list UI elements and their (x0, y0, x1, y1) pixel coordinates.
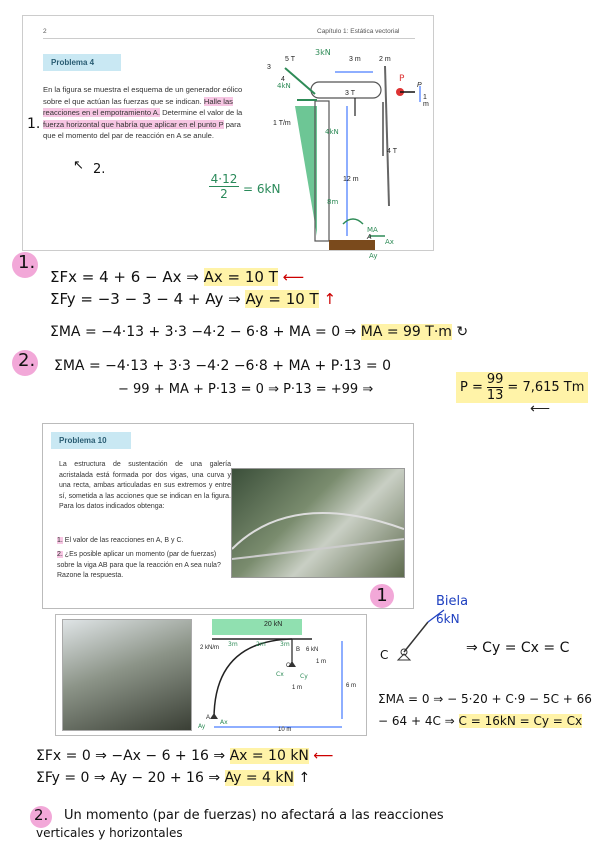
gallery-photo-sketch (232, 469, 404, 577)
fig4-2m: 2 m (379, 56, 391, 63)
fig4-8m: 8m (327, 198, 339, 206)
fig10-3m-b: 3m (280, 641, 290, 648)
fig4-3t: 3 T (345, 90, 355, 97)
gallery-photo (231, 468, 405, 578)
fig4-4t: 4 T (387, 148, 397, 155)
fig10-6kn: 6 kN (306, 647, 319, 653)
biela-ma-line2: − 64 + 4C ⇒ C = 16kN = Cy = Cx (378, 714, 583, 728)
fig10-20kn: 20 kN (264, 621, 283, 628)
biela-sketch (380, 600, 460, 670)
solution10-fx-result: Ax = 10 kN (229, 748, 309, 764)
gallery-photo-2 (62, 619, 192, 731)
problem4-intro: En la figura se muestra el esquema de un generador eólico sobre el que actúan las fuerzas que se indican. (43, 85, 243, 106)
solution10-fx: ΣFx = 0 ⇒ −Ax − 6 + 16 ⇒ Ax = 10 kN ⟵ (36, 748, 334, 764)
load-triangle (295, 106, 317, 236)
fig10-c: C (286, 663, 291, 669)
fig4-3: 3 (267, 64, 271, 71)
solution10-marker2: 2. (34, 806, 49, 824)
fig4-a: A (367, 234, 372, 241)
chapter-title: Capítulo 1: Estática vectorial (317, 28, 400, 35)
solution2-line2: − 99 + MA + P·13 = 0 ⇒ P·13 = +99 ⇒ (118, 382, 374, 397)
problem4-text-3: Determine el valor de la (162, 108, 243, 117)
biela-eq: ⇒ Cy = Cx = C (466, 640, 570, 656)
problem4-annot-1: 1. (27, 116, 41, 132)
problem4-text (43, 84, 248, 142)
fig10-10m: 10 m (278, 727, 292, 733)
problem10-q1: 1. El valor de las reacciones en A, B y C. (57, 537, 184, 544)
fig10-1m: 1 m (316, 659, 327, 665)
page-number: 2 (43, 28, 47, 35)
biela-label: Biela (436, 594, 469, 609)
fig10-cx: Cx (276, 671, 284, 678)
problem10-card (42, 423, 414, 609)
solution2-frac-den: 13 (486, 388, 504, 403)
problem4-card (22, 15, 434, 260)
fig4-3kn: 3kN (315, 48, 331, 57)
solution1-fy: ΣFy = −3 − 3 − 4 + Ay ⇒ Ay = 10 T ↑ (50, 290, 337, 308)
problem4-annot-arrow: ↖ (73, 158, 84, 173)
ground-base (329, 240, 375, 250)
problem4-q1: Halle las reacciones en el empotramiento A. (43, 96, 233, 117)
fig4-p: P (417, 82, 422, 89)
header-rule (43, 38, 415, 39)
solution1-marker: 1. (18, 252, 36, 273)
fig4-ma: MA (367, 226, 378, 234)
problem10-figure-card (55, 614, 367, 736)
fig10-6m: 6 m (346, 683, 357, 689)
fig4-1m: 1 m (423, 94, 429, 108)
fig4-5t: 5 T (285, 56, 295, 63)
fig4-ax: Ax (385, 238, 394, 246)
solution10-answer-2: verticales y horizontales (36, 826, 183, 840)
biela-result: C = 16kN = Cy = Cx (458, 714, 583, 728)
fig10-2kn: 2 kN/m (200, 645, 220, 651)
fig4-load: 1 T/m (273, 120, 291, 127)
problem10-q2: 2. ¿Es posible aplicar un momento (par de fuerzas) sobre la viga AB para que la reacción en A sea nula? Razone la respuesta. (57, 551, 221, 579)
fig4-4kn-b: 4kN (325, 128, 339, 136)
fig4-4: 4 (281, 76, 285, 83)
solution1-fx-result: Ax = 10 T (203, 268, 278, 286)
solution2-frac-num: 99 (486, 372, 504, 387)
biela-c: C (380, 648, 389, 662)
problem4-calc: 4·12 2 (210, 172, 238, 201)
fig4-12m: 12 m (343, 176, 359, 183)
biela-ma-line1: ΣMA = 0 ⇒ − 5·20 + C·9 − 5C + 66 (378, 692, 592, 706)
fig10-3m: 3m (228, 641, 238, 648)
problem10-marker: 1 (370, 584, 394, 608)
problem4-title: Problema 4 (43, 54, 121, 71)
fig10-b: B (296, 647, 301, 653)
fig10-ay: Ay (198, 723, 206, 730)
fig4-3m: 3 m (349, 56, 361, 63)
curved-beam (214, 639, 292, 719)
fig10-2m: 2m (256, 641, 266, 648)
solution1-ma: ΣMA = −4·13 + 3·3 −4·2 − 6·8 + MA = 0 ⇒ MA = 99 T·m ↻ (50, 324, 469, 340)
solution2-marker: 2. (18, 350, 36, 371)
fig10-cy: Cy (300, 673, 308, 680)
solution2-line1: ΣMA = −4·13 + 3·3 −4·2 −6·8 + MA + P·13 = 0 (54, 358, 391, 374)
solution2-result: P = $\frac{99}{13}$ = 7,615 Tm (456, 372, 588, 403)
problem4-annot-2: 2. (93, 162, 106, 177)
fig10-a: A (206, 715, 211, 721)
fig4-p-red: P (399, 74, 405, 84)
problem10-text: La estructura de sustentación de una galería acristalada está formada por dos vigas, una curva y una recta, ambas articuladas en sus extremos y entre sí, sometida a las acciones que se indican en la figura. Para los datos indicados obtenga: (59, 461, 231, 510)
solution10-answer-1: Un momento (par de fuerzas) no afectará a las reacciones (64, 808, 444, 823)
solution10-fy: ΣFy = 0 ⇒ Ay − 20 + 16 ⇒ Ay = 4 kN ↑ (36, 770, 311, 786)
problem4-calc-result: = 6kN (243, 182, 281, 196)
solution1-fy-result: Ay = 10 T (245, 290, 319, 308)
problem4-q2: fuerza horizontal que habría que aplicar en el punto P (43, 119, 224, 129)
fig4-4kn: 4kN (277, 82, 291, 90)
solution1-fx: ΣFx = 4 + 6 − Ax ⇒ Ax = 10 T ⟵ (50, 268, 305, 286)
tower (315, 101, 329, 241)
solution2-arrow: ⟵ (530, 400, 551, 416)
fig10-1m-b: 1 m (292, 685, 303, 691)
fig10-ax: Ax (220, 719, 228, 726)
problem10-title: Problema 10 (51, 432, 131, 449)
fig4-ay: Ay (369, 252, 378, 260)
biela-force: 6kN (436, 612, 460, 626)
solution10-fy-result: Ay = 4 kN (224, 770, 294, 786)
problem4-text-5: para que el momento del par de reacción en A se anule. (43, 119, 241, 140)
solution1-ma-result: MA = 99 T·m (360, 324, 452, 340)
distributed-load (212, 619, 302, 635)
